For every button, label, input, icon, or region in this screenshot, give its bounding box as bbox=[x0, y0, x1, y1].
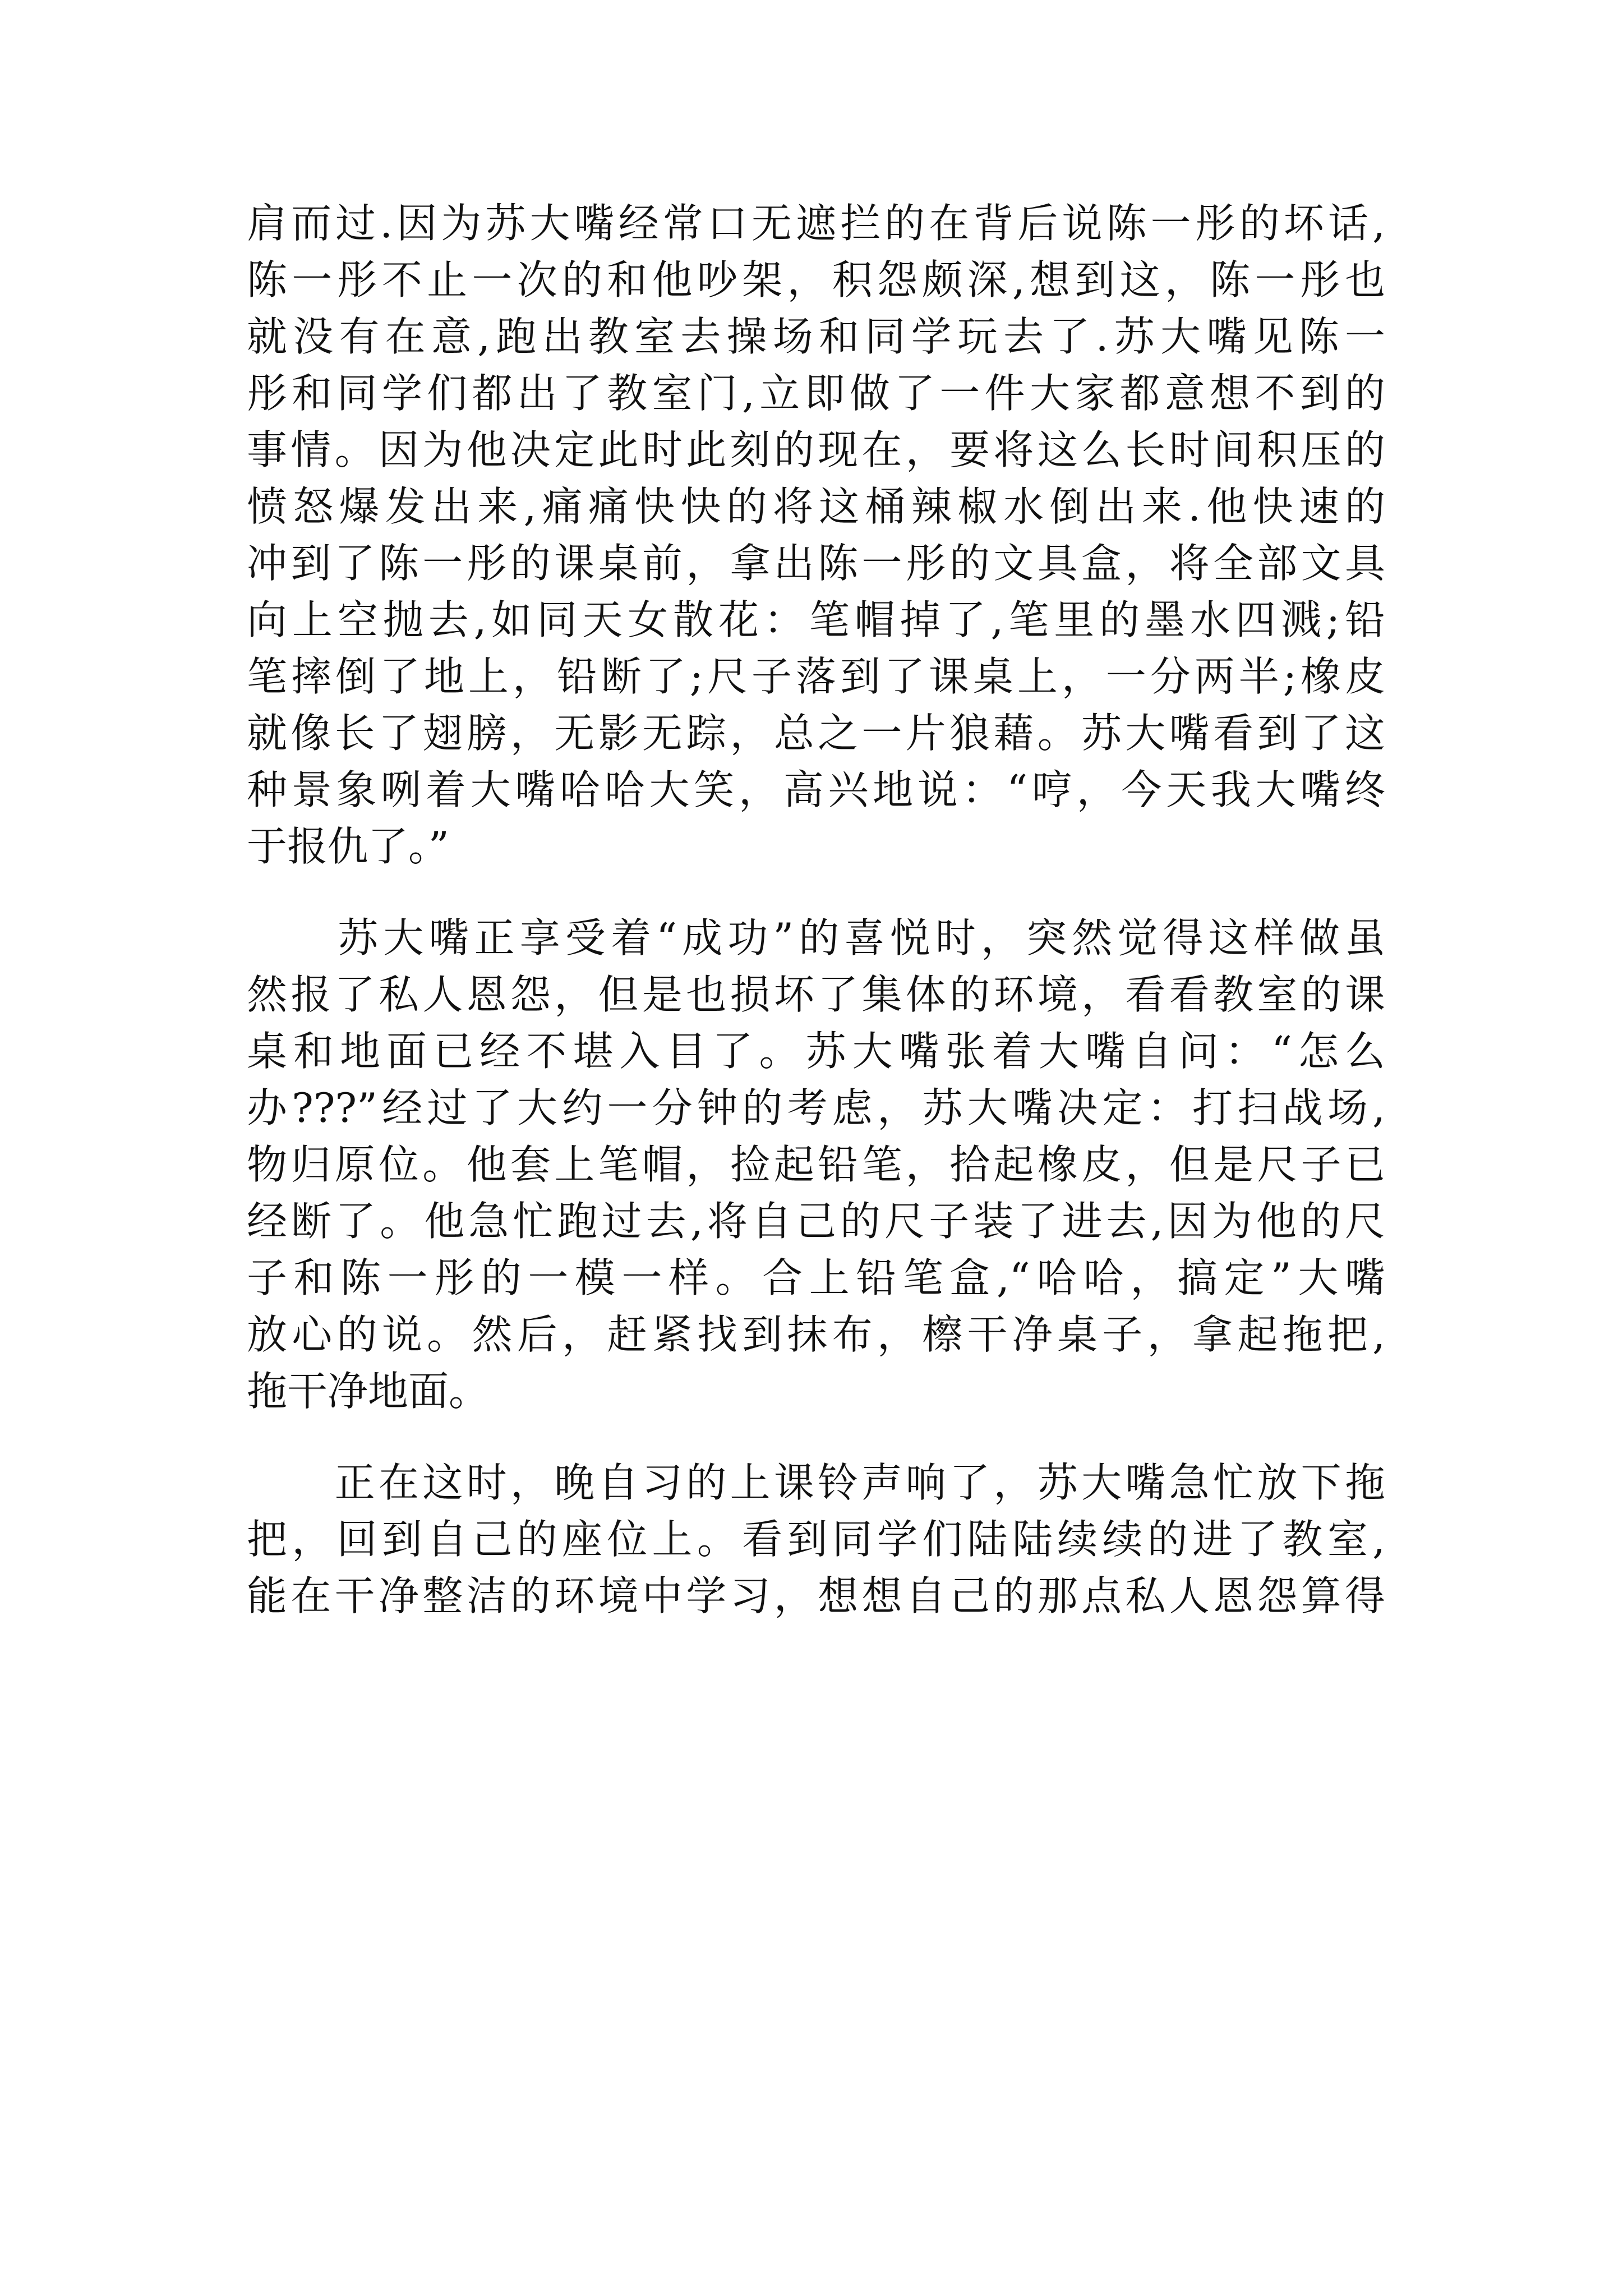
text-line: 陈一彤不止一次的和他吵架，积怨颇深,想到这，陈一彤也 bbox=[247, 256, 1385, 303]
text-line: 能在干净整洁的环境中学习，想想自己的那点私人恩怨算得 bbox=[247, 1572, 1385, 1619]
paragraph-gap bbox=[247, 875, 1385, 910]
text-line: 放心的说。然后，赶紧找到抹布，檫干净桌子，拿起拖把, bbox=[247, 1311, 1385, 1358]
text-line: 物归原位。他套上笔帽，捡起铅笔，拾起橡皮，但是尺子已 bbox=[247, 1141, 1385, 1188]
text-line: 笔摔倒了地上，铅断了;尺子落到了课桌上，一分两半;橡皮 bbox=[247, 653, 1385, 700]
text-line: 然报了私人恩怨，但是也损坏了集体的环境，看看教室的课 bbox=[247, 971, 1385, 1018]
text-line: 向上空抛去,如同天女散花：笔帽掉了,笔里的墨水四溅;铅 bbox=[247, 596, 1385, 643]
paragraph-1 bbox=[247, 195, 1385, 875]
text-line: 把，回到自己的座位上。看到同学们陆陆续续的进了教室, bbox=[247, 1516, 1385, 1563]
text-line: 桌和地面已经不堪入目了。苏大嘴张着大嘴自问：“怎么 bbox=[247, 1028, 1385, 1075]
text-line: 于报仇了。” bbox=[247, 823, 449, 870]
text-line: 就没有在意,跑出教室去操场和同学玩去了.苏大嘴见陈一 bbox=[247, 313, 1385, 360]
text-line: 肩而过.因为苏大嘴经常口无遮拦的在背后说陈一彤的坏话, bbox=[247, 200, 1385, 247]
text-line: 种景象咧着大嘴哈哈大笑，高兴地说：“哼，今天我大嘴终 bbox=[247, 766, 1385, 813]
text-line: 就像长了翅膀，无影无踪，总之一片狼藉。苏大嘴看到了这 bbox=[247, 710, 1385, 757]
text-line: 愤怒爆发出来,痛痛快快的将这桶辣椒水倒出来.他快速的 bbox=[247, 483, 1385, 530]
text-line: 苏大嘴正享受着“成功”的喜悦时，突然觉得这样做虽 bbox=[247, 914, 1385, 961]
text-line: 正在这时，晚自习的上课铃声响了，苏大嘴急忙放下拖 bbox=[247, 1459, 1385, 1506]
text-line: 事情。因为他决定此时此刻的现在，要将这么长时间积压的 bbox=[247, 426, 1385, 473]
text-line: 冲到了陈一彤的课桌前，拿出陈一彤的文具盒，将全部文具 bbox=[247, 540, 1385, 587]
text-line: 拖干净地面。 bbox=[247, 1368, 490, 1415]
text-line: 经断了。他急忙跑过去,将自己的尺子装了进去,因为他的尺 bbox=[247, 1198, 1385, 1245]
text-line: 子和陈一彤的一模一样。合上铅笔盒,“哈哈，搞定”大嘴 bbox=[247, 1254, 1385, 1301]
paragraph-2 bbox=[247, 910, 1385, 1420]
text-line: 办???”经过了大约一分钟的考虑，苏大嘴决定：打扫战场, bbox=[247, 1084, 1385, 1131]
paragraph-gap bbox=[247, 1420, 1385, 1455]
paragraph-3 bbox=[247, 1455, 1385, 1625]
text-line: 彤和同学们都出了教室门,立即做了一件大家都意想不到的 bbox=[247, 370, 1385, 417]
story-text bbox=[247, 195, 1385, 1625]
